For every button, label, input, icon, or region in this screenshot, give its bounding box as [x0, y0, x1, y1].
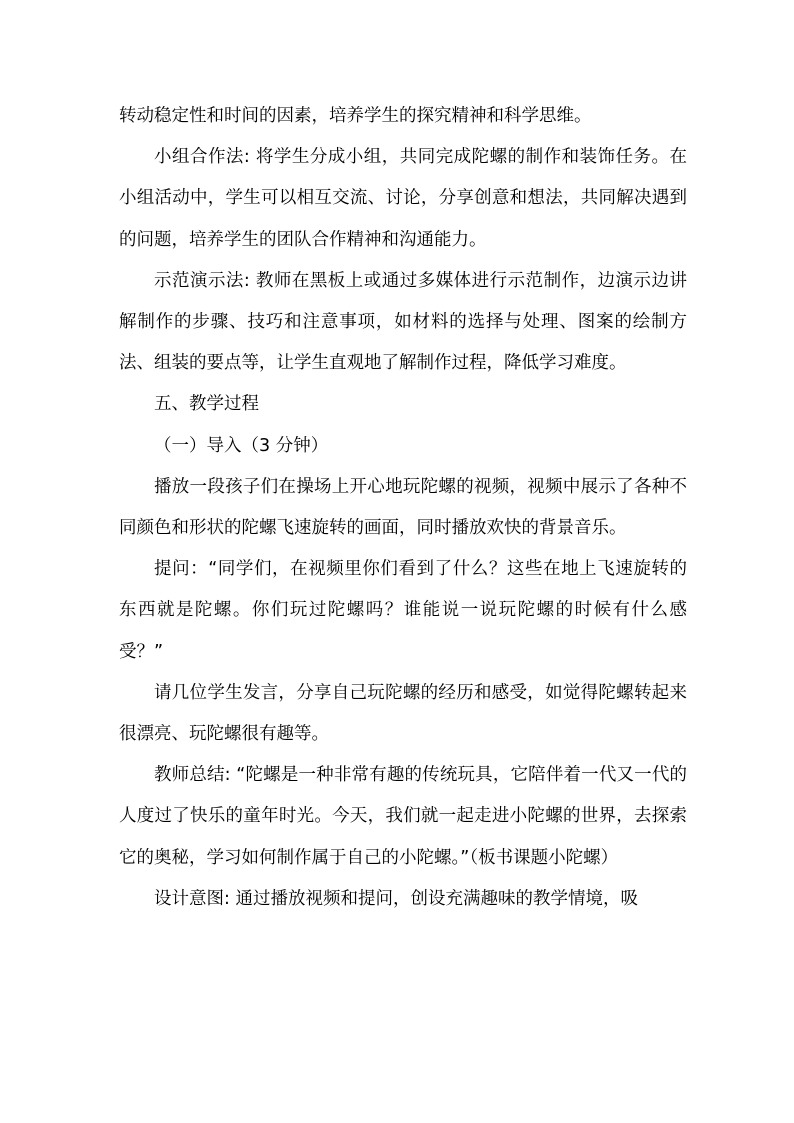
paragraph-teacher-summary: 教师总结: “陀螺是一种非常有趣的传统玩具，它陪伴着一代又一代的人度过了快乐的童年时光。今天，我们就一起走进小陀螺的世界，去探索它的奥秘，学习如何制作属于自己的小陀螺。”（板书课题小陀螺）: [119, 765, 687, 868]
paragraph-demonstration: 示范演示法: 教师在黑板上或通过多媒体进行示范制作，边演示边讲解制作的步骤、技巧和注意事项，如材料的选择与处理、图案的绘制方法、组装的要点等，让学生直观地了解制作过程，降低学习难度。: [119, 270, 687, 374]
paragraph-question: 提问：“同学们，在视频里你们看到了什么？这些在地上飞速旋转的东西就是陀螺。你们玩过陀螺吗？谁能说一说玩陀螺的时候有什么感受？”: [119, 559, 687, 662]
paragraph-student-sharing: 请几位学生发言，分享自己玩陀螺的经历和感受，如觉得陀螺转起来很漂亮、玩陀螺很有趣等。: [119, 682, 687, 745]
paragraph-continuation: 转动稳定性和时间的因素，培养学生的探究精神和科学思维。: [119, 106, 592, 126]
paragraph-design-intent: 设计意图: 通过播放视频和提问，创设充满趣味的教学情境，吸: [154, 888, 638, 909]
paragraph-play-video: 播放一段孩子们在操场上开心地玩陀螺的视频，视频中展示了各种不同颜色和形状的陀螺飞速旋转的画面，同时播放欢快的背景音乐。: [119, 476, 687, 539]
paragraph-group-cooperation: 小组合作法: 将学生分成小组，共同完成陀螺的制作和装饰任务。在小组活动中，学生可以相互交流、讨论，分享创意和想法，共同解决遇到的问题，培养学生的团队合作精神和沟通能力。: [119, 147, 687, 250]
document-body: [119, 96, 687, 920]
subheading-introduction: （一）导入（3 分钟）: [154, 435, 329, 456]
section-heading-teaching-process: 五、教学过程: [154, 394, 259, 415]
